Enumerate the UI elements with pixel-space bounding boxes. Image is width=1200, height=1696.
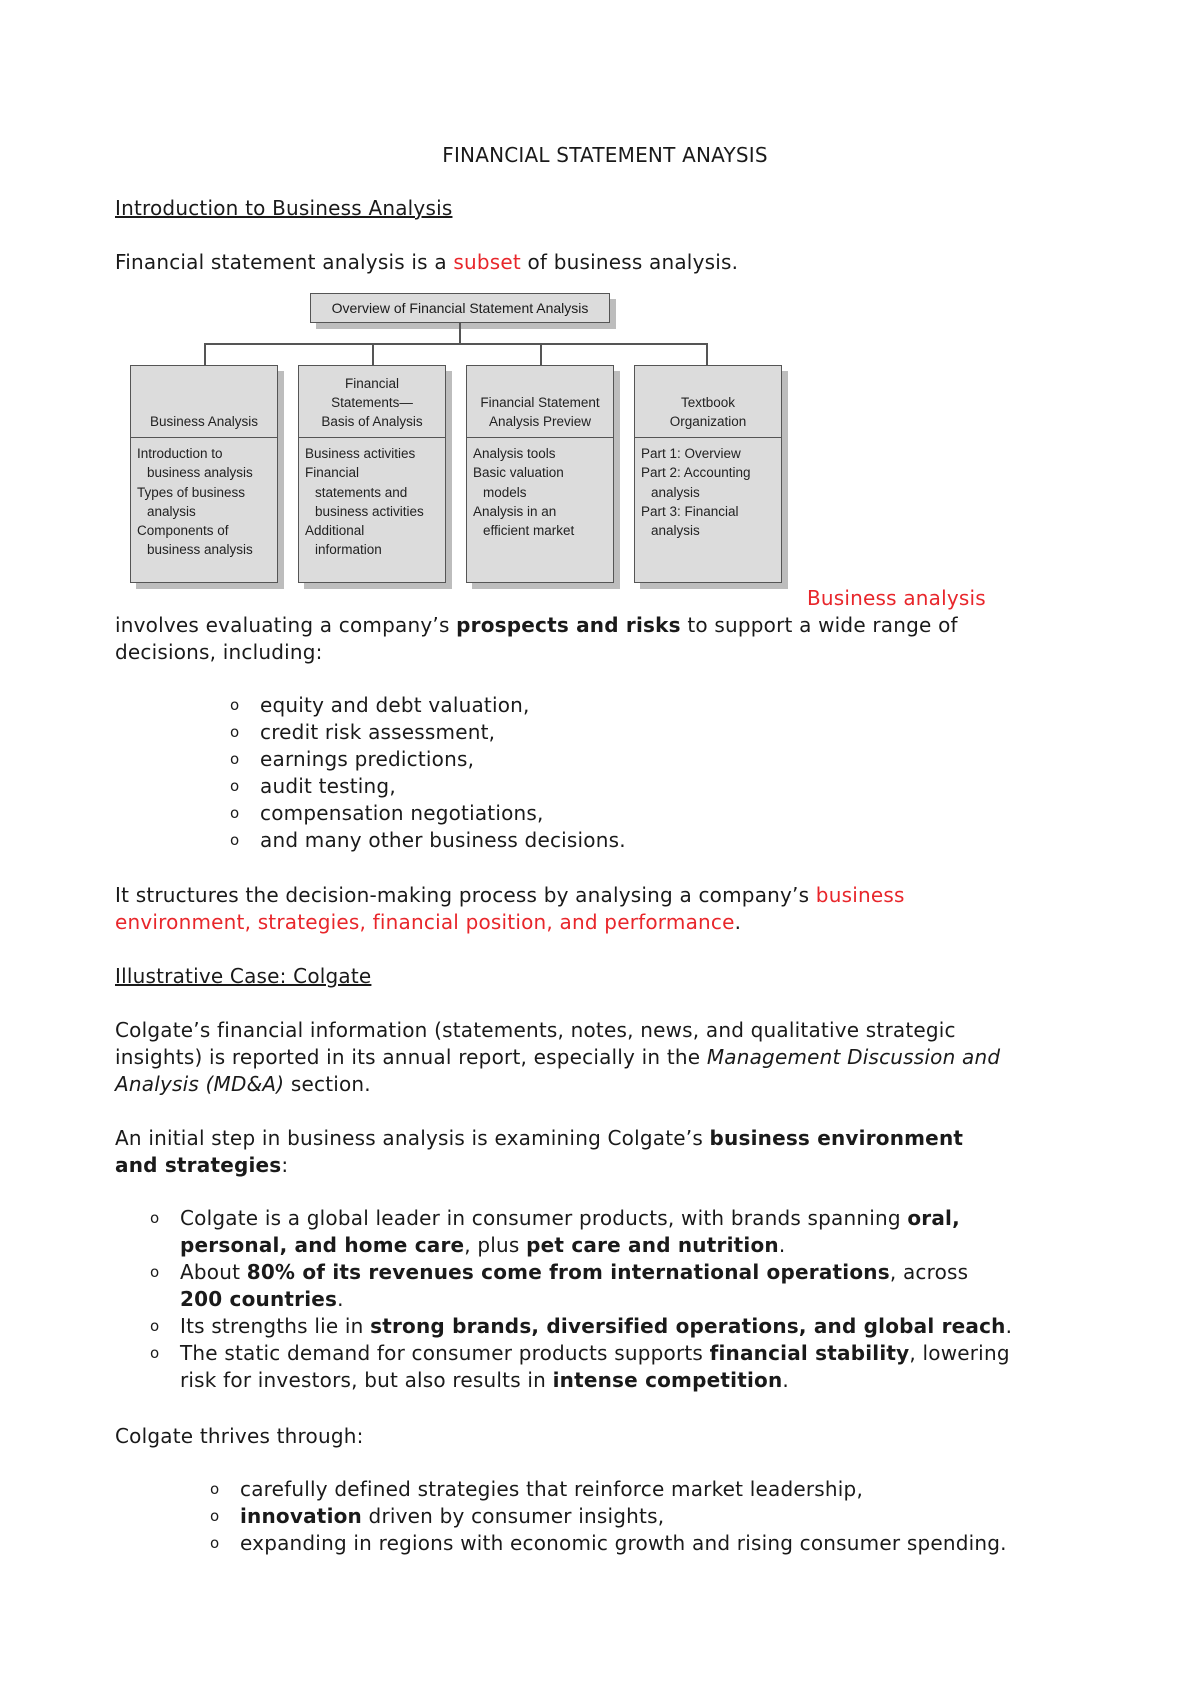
intro-heading: Introduction to Business Analysis xyxy=(115,196,453,220)
list-item: o earnings predictions, xyxy=(230,747,475,771)
diagram-column xyxy=(130,365,278,583)
bullet-marker: o xyxy=(210,1507,220,1525)
bullet-marker: o xyxy=(230,777,240,795)
bullet-marker: o xyxy=(230,696,240,714)
diagram-column-items: Business activities Financial statements and business activities Additional information xyxy=(305,446,424,558)
diagram-title: Overview of Financial Statement Analysis xyxy=(310,293,610,323)
list-item: o carefully defined strategies that reinforce market leadership, xyxy=(210,1477,864,1501)
list-item: o equity and debt valuation, xyxy=(230,693,530,717)
list-item: o and many other business decisions. xyxy=(230,828,626,852)
bullet-marker: o xyxy=(230,723,240,741)
diagram-column xyxy=(466,365,614,583)
business-analysis-label: Business analysis xyxy=(807,586,986,610)
overview-diagram xyxy=(130,293,820,593)
list-item: o innovation driven by consumer insights, xyxy=(210,1504,665,1528)
list-item: o compensation negotiations, xyxy=(230,801,544,825)
step-paragraph: An initial step in business analysis is examining Colgate’s business environment and strategies: xyxy=(115,1126,964,1177)
list-item: o expanding in regions with economic growth and rising consumer spending. xyxy=(210,1531,1007,1555)
diagram-column xyxy=(298,365,446,583)
list-item: o credit risk assessment, xyxy=(230,720,496,744)
diagram-column-heading: Financial Statement Analysis Preview xyxy=(467,366,613,438)
document-title: FINANCIAL STATEMENT ANAYSIS xyxy=(442,143,768,167)
bullet-marker: o xyxy=(150,1263,160,1281)
bullet-marker: o xyxy=(150,1209,160,1227)
diagram-column-heading: Business Analysis xyxy=(131,366,277,438)
structure-paragraph: It structures the decision-making process by analysing a company’s business environment, strategies, financial position, and performance. xyxy=(115,883,905,934)
bullet-marker: o xyxy=(210,1534,220,1552)
business-analysis-paragraph: involves evaluating a company’s prospects and risks to support a wide range of decisions, including: xyxy=(115,613,958,664)
intro-paragraph: Financial statement analysis is a subset of business analysis. xyxy=(115,250,739,274)
colgate-points-list xyxy=(150,1205,1013,1394)
diagram-column-heading: Textbook Organization xyxy=(635,366,781,438)
decisions-list xyxy=(230,692,626,854)
colgate-paragraph: Colgate’s financial information (statements, notes, news, and qualitative strategic insights) is reported in its annual report, especially in the Management Discussion and Analysis (MD&A) section. xyxy=(115,1018,1001,1096)
list-item: o Colgate is a global leader in consumer products, with brands spanning oral, personal, and home care, plus pet care and nutrition. xyxy=(150,1206,960,1257)
diagram-column-items: Analysis tools Basic valuation models Analysis in an efficient market xyxy=(473,446,575,539)
bullet-marker: o xyxy=(230,804,240,822)
diagram-column-items: Introduction to business analysis Types of business analysis Components of business analysis xyxy=(137,446,253,558)
bullet-marker: o xyxy=(210,1480,220,1498)
thrives-list xyxy=(210,1476,1007,1557)
list-item: o The static demand for consumer products supports financial stability, lowering risk for investors, but also results in intense competition. xyxy=(150,1341,1010,1392)
bullet-marker: o xyxy=(150,1317,160,1335)
diagram-column-items: Part 1: Overview Part 2: Accounting analysis Part 3: Financial analysis xyxy=(641,446,751,539)
bullet-marker: o xyxy=(150,1344,160,1362)
thrives-heading: Colgate thrives through: xyxy=(115,1424,364,1448)
list-item: o About 80% of its revenues come from international operations, across 200 countries. xyxy=(150,1260,969,1311)
bullet-marker: o xyxy=(230,831,240,849)
list-item: o audit testing, xyxy=(230,774,396,798)
case-heading: Illustrative Case: Colgate xyxy=(115,964,372,988)
diagram-column-heading: Financial Statements— Basis of Analysis xyxy=(299,366,445,438)
diagram-column xyxy=(634,365,782,583)
bullet-marker: o xyxy=(230,750,240,768)
list-item: o Its strengths lie in strong brands, diversified operations, and global reach. xyxy=(150,1314,1013,1338)
